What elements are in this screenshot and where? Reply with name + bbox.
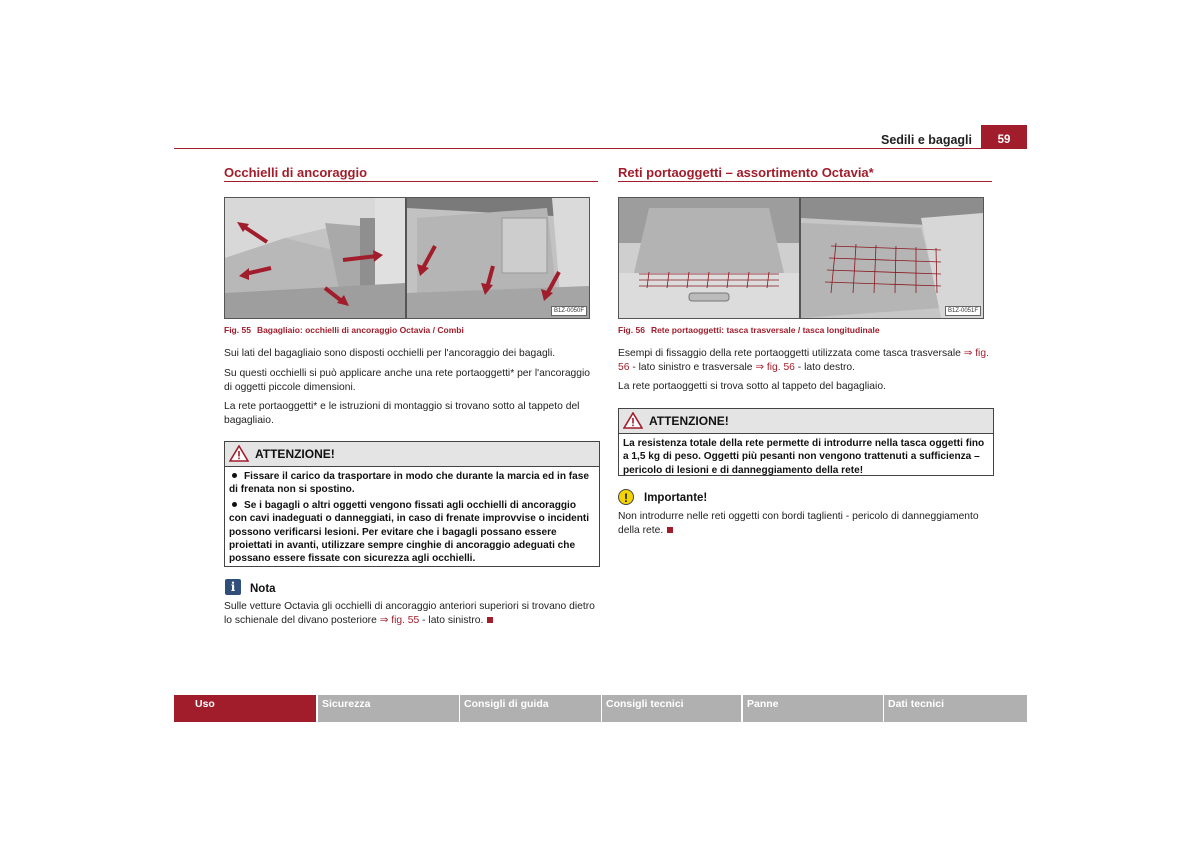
trunk-photo-combi xyxy=(406,197,590,319)
figure-caption-text: Rete portaoggetti: tasca trasversale / tasca longitudinale xyxy=(650,325,880,335)
nav-tab-consigli-tecnici[interactable]: Consigli tecnici xyxy=(602,695,741,722)
nav-tab-panne[interactable]: Panne xyxy=(743,695,883,722)
paragraph: La rete portaoggetti si trova sotto al tappeto del bagagliaio. xyxy=(618,381,886,392)
page-number: 59 xyxy=(981,125,1027,149)
warning-box-left xyxy=(224,441,600,567)
figure-number: Fig. 55 xyxy=(224,325,251,335)
end-mark-icon xyxy=(667,527,673,533)
warning-item xyxy=(229,470,595,497)
important-title: Importante! xyxy=(644,492,708,504)
warning-title: ATTENZIONE! xyxy=(255,447,335,461)
figure-code: B1Z-0050F xyxy=(551,306,587,316)
section-rule-left xyxy=(224,181,598,182)
info-icon: i xyxy=(225,579,241,595)
paragraph: Su questi occhielli si può applicare anche una rete portaoggetti* per l'ancoraggio di oggetti piccole dimensioni. xyxy=(224,368,591,393)
nav-tab-consigli-di-guida[interactable]: Consigli di guida xyxy=(460,695,601,722)
figure-55-caption xyxy=(224,325,604,335)
paragraph: Sui lati del bagagliaio sono disposti occhielli per l'ancoraggio dei bagagli. xyxy=(224,348,556,359)
figure-reference-link[interactable]: ⇒ fig. 56 xyxy=(755,361,795,373)
figure-56-caption xyxy=(618,325,998,335)
warning-header xyxy=(619,409,993,434)
important-exclamation-icon: ! xyxy=(618,489,634,505)
header-rule xyxy=(174,148,1027,149)
warning-triangle-icon xyxy=(623,412,643,429)
figure-number: Fig. 56 xyxy=(618,325,645,335)
warning-title: ATTENZIONE! xyxy=(649,414,729,428)
section-rule-right xyxy=(618,181,992,182)
paragraph: Esempi di fissaggio della rete portaoggetti utilizzata come tasca trasversale ⇒ fig. 56 - lato sinistro e trasversale ⇒ fig. 56 - lato destro. xyxy=(618,348,989,373)
figure-reference-link[interactable]: ⇒ fig. 55 xyxy=(379,614,420,626)
figure-56 xyxy=(618,197,982,319)
warning-header xyxy=(225,442,599,467)
warning-box-right xyxy=(618,408,994,476)
warning-item-text: Fissare il carico da trasportare in modo che durante la marcia ed in fase di frenata non si spostino. xyxy=(229,471,589,496)
figure-55 xyxy=(224,197,588,319)
net-photo-transverse xyxy=(618,197,800,319)
running-header-title: Sedili e bagagli xyxy=(881,133,972,147)
section-title-luggage-nets: Reti portaoggetti – assortimento Octavia* xyxy=(618,165,874,180)
nav-tab-dati-tecnici[interactable]: Dati tecnici xyxy=(884,695,1027,722)
warning-body: La resistenza totale della rete permette di introdurre nella tasca oggetti fino a 1,5 kg di peso. Oggetti più pesanti non vengono trattenuti a sufficienza – pericolo di lesioni e di danneggiamento della rete! xyxy=(623,438,985,476)
bullet-icon xyxy=(232,502,237,507)
important-text: Non introdurre nelle reti oggetti con bordi taglienti - pericolo di danneggiamento della rete. xyxy=(618,511,979,536)
note-title: Nota xyxy=(250,583,276,595)
warning-item-text: Se i bagagli o altri oggetti vengono fissati agli occhielli di ancoraggio con cavi inadeguati o danneggiati, in caso di frenate improvvise o incidenti possono verificarsi lesioni. Per evitare che i bagagli possano essere proiettati in avanti, utilizzare sempre cinghie di ancoraggio adeguati che possano essere fissate con sicurezza agli occhielli. xyxy=(229,499,590,565)
warning-body xyxy=(225,467,599,572)
figure-code: B1Z-0051F xyxy=(945,306,981,316)
warning-triangle-icon xyxy=(229,445,249,462)
net-photo-longitudinal xyxy=(800,197,984,319)
figure-caption-text: Bagagliaio: occhielli di ancoraggio Octavia / Combi xyxy=(256,325,464,335)
paragraph: La rete portaoggetti* e le istruzioni di montaggio si trovano sotto al tappeto del bagagliaio. xyxy=(224,401,580,426)
nav-tab-sicurezza[interactable]: Sicurezza xyxy=(318,695,459,722)
section-title-anchor-eyelets: Occhielli di ancoraggio xyxy=(224,165,368,180)
warning-item xyxy=(229,499,595,566)
nav-tab-uso[interactable]: Uso xyxy=(174,695,316,722)
trunk-photo-octavia xyxy=(224,197,406,319)
bullet-icon xyxy=(232,473,237,478)
end-mark-icon xyxy=(487,617,493,623)
note-text: Sulle vetture Octavia gli occhielli di ancoraggio anteriori superiori si trovano dietro lo schienale del divano posteriore ⇒ fig. 55 - lato sinistro. xyxy=(224,601,595,626)
figure-reference-link[interactable]: ⇒ fig. 56 xyxy=(618,348,989,373)
